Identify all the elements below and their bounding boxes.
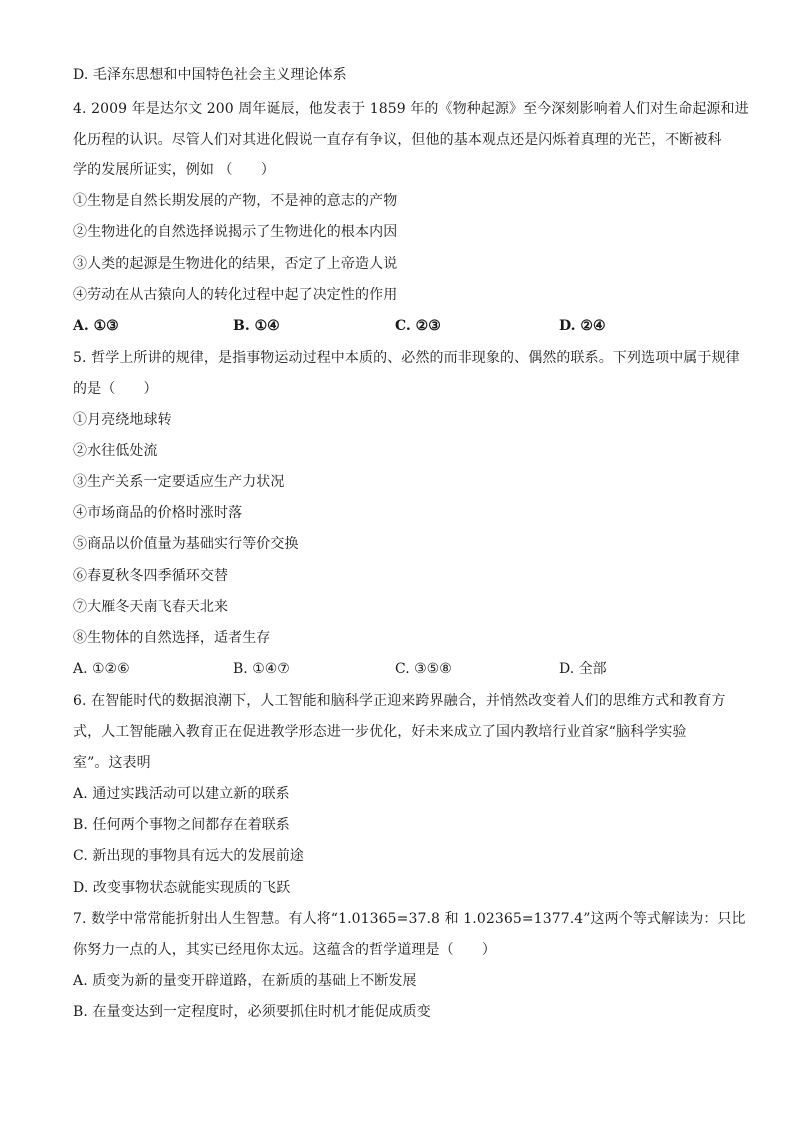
q7-stem-line-2: 你努力一点的人，其实已经甩你太远。这蕴含的哲学道理是（ ） <box>73 942 496 958</box>
q6-stem-line-1: 6. 在智能时代的数据浪潮下，人工智能和脑科学正迎来跨界融合，并悄然改变着人们的思维方式和教育方 <box>73 693 726 709</box>
q6-option-d: D. 改变事物状态就能实现质的飞跃 <box>73 880 291 896</box>
q3-option-d: D. 毛泽东思想和中国特色社会主义理论体系 <box>73 67 347 83</box>
q4-option-b: B. ①④ <box>233 318 280 334</box>
q4-item-1: ①生物是自然长期发展的产物，不是神的意志的产物 <box>73 193 398 209</box>
q5-option-d: D. 全部 <box>559 661 607 677</box>
q6-stem-line-2: 式，人工智能融入教育正在促进教学形态进一步优化，好未来成立了国内教培行业首家“脑科学实验 <box>73 724 687 740</box>
q5-item-2: ②水往低处流 <box>73 443 158 459</box>
q4-item-2: ②生物进化的自然选择说揭示了生物进化的根本内因 <box>73 224 398 240</box>
q5-option-c: C. ③⑤⑧ <box>395 661 452 677</box>
q5-option-b: B. ①④⑦ <box>233 661 290 677</box>
q6-option-a: A. 通过实践活动可以建立新的联系 <box>73 786 290 802</box>
q5-option-a: A. ①②⑥ <box>73 661 130 677</box>
q6-option-c: C. 新出现的事物具有远大的发展前途 <box>73 848 304 864</box>
q5-options <box>73 658 733 680</box>
q7-option-a: A. 质变为新的量变开辟道路，在新质的基础上不断发展 <box>73 973 417 989</box>
q4-item-4: ④劳动在从古猿向人的转化过程中起了决定性的作用 <box>73 287 398 303</box>
q5-item-6: ⑥春夏秋冬四季循环交替 <box>73 568 229 584</box>
q5-item-5: ⑤商品以价值量为基础实行等价交换 <box>73 536 299 552</box>
q5-item-8: ⑧生物体的自然选择，适者生存 <box>73 630 271 646</box>
q4-stem-line-1: 4. 2009 年是达尔文 200 周年诞辰，他发表于 1859 年的《物种起源》至今深刻影响着人们对生命起源和进 <box>73 101 749 117</box>
q5-item-1: ①月亮绕地球转 <box>73 412 172 428</box>
q4-stem-line-2: 化历程的认识。尽管人们对其进化假说一直存有争议，但他的基本观点还是闪烁着真理的光芒，不断被科 <box>73 132 722 148</box>
q5-item-3: ③生产关系一定要适应生产力状况 <box>73 474 285 490</box>
q7-option-b: B. 在量变达到一定程度时，必须要抓住时机才能促成质变 <box>73 1004 431 1020</box>
q4-stem-line-3: 学的发展所证实，例如 （ ） <box>73 162 275 178</box>
q4-options <box>73 315 733 337</box>
q5-item-7: ⑦大雁冬天南飞春天北来 <box>73 599 229 615</box>
q4-option-c: C. ②③ <box>395 318 441 334</box>
q4-option-d: D. ②④ <box>559 318 606 334</box>
q4-option-a: A. ①③ <box>73 318 119 334</box>
q5-item-4: ④市场商品的价格时涨时落 <box>73 505 243 521</box>
q5-stem-line-2: 的是（ ） <box>73 381 158 397</box>
q6-option-b: B. 任何两个事物之间都存在着联系 <box>73 817 290 833</box>
q6-stem-line-3: 室”。这表明 <box>73 755 151 771</box>
q4-item-3: ③人类的起源是生物进化的结果，否定了上帝造人说 <box>73 256 398 272</box>
q7-stem-line-1: 7. 数学中常常能折射出人生智慧。有人将“1.01365=37.8 和 1.02365=1377.4”这两个等式解读为：只比 <box>73 911 746 927</box>
q5-stem-line-1: 5. 哲学上所讲的规律，是指事物运动过程中本质的、必然的而非现象的、偶然的联系。下列选项中属于规律 <box>73 350 740 366</box>
